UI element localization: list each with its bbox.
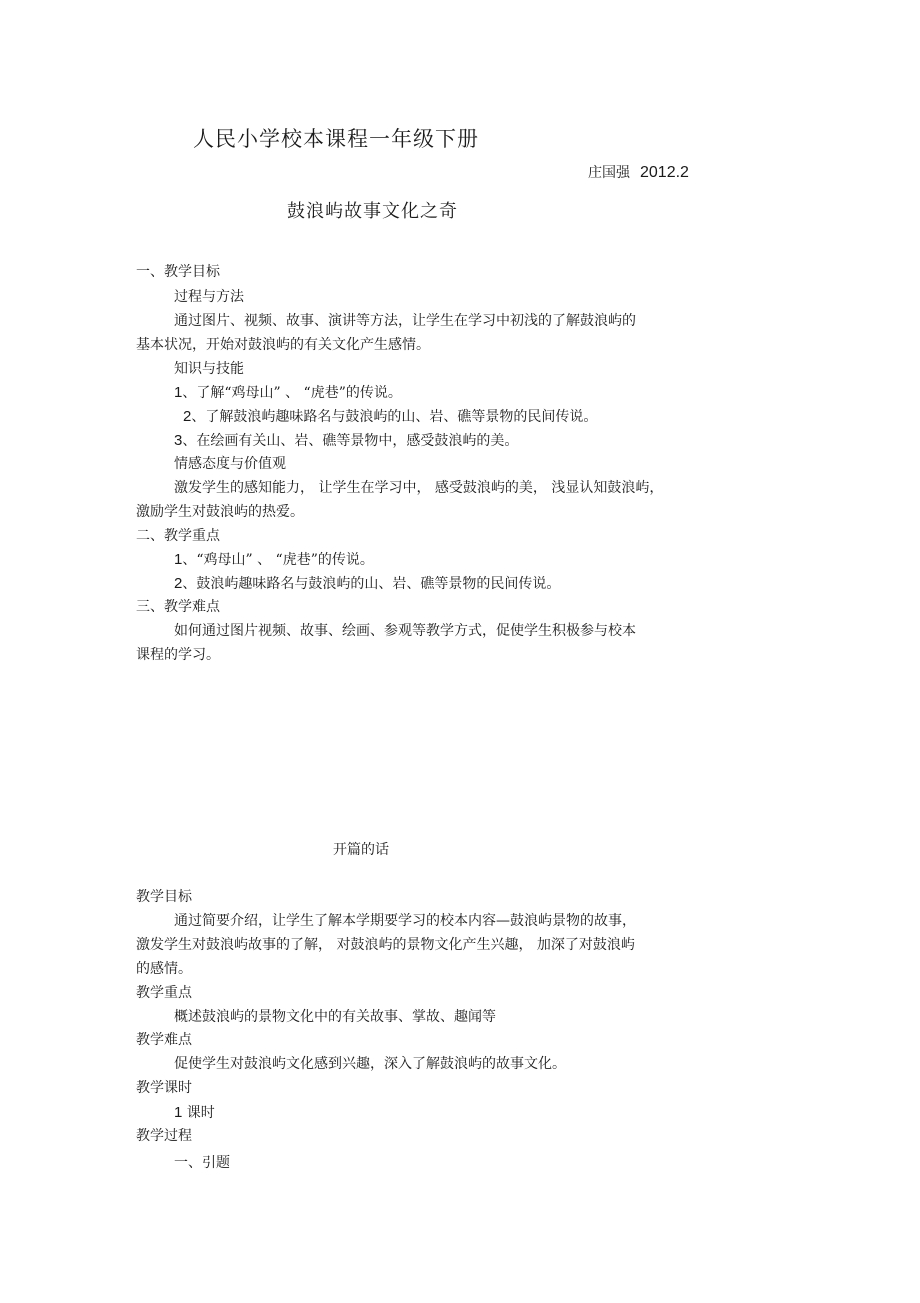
list-text: 、在绘画有关山、岩、礁等景物中，感受鼓浪屿的美。 <box>182 433 519 449</box>
list-text: 、鼓浪屿趣味路名与鼓浪屿的山、岩、礁等景物的民间传说。 <box>182 576 561 592</box>
list-item <box>174 385 402 400</box>
list-number: 3 <box>174 432 183 449</box>
document-title: 人民小学校本课程一年级下册 <box>193 127 479 151</box>
author-date: 2012.2 <box>640 164 689 181</box>
list-item <box>174 576 560 591</box>
subsection-heading: 情感态度与价值观 <box>174 456 286 472</box>
list-number: 2 <box>174 575 183 592</box>
hours-number: 1 <box>174 1104 183 1121</box>
list-number: 1 <box>174 551 183 568</box>
lesson-title: 开篇的话 <box>333 842 389 858</box>
author-name: 庄国强 <box>588 165 630 181</box>
list-item <box>183 409 597 424</box>
author-line <box>588 165 689 181</box>
paragraph-line: 激发学生的感知能力， 让学生在学习中， 感受鼓浪屿的美， 浅显认知鼓浪屿， <box>174 480 664 496</box>
list-number: 2 <box>183 408 192 425</box>
paragraph-line: 课程的学习。 <box>136 647 220 663</box>
list-number: 1 <box>174 384 183 401</box>
process-step: 一、引题 <box>174 1155 230 1171</box>
section-heading: 教学过程 <box>136 1128 192 1144</box>
subsection-heading: 知识与技能 <box>174 361 244 377</box>
list-text: 、“鸡母山” 、 “虎巷”的传说。 <box>182 552 374 568</box>
paragraph-line: 通过图片、视频、故事、演讲等方法，让学生在学习中初浅的了解鼓浪屿的 <box>174 313 636 329</box>
paragraph-line: 如何通过图片视频、故事、绘画、参观等教学方式，促使学生积极参与校本 <box>174 623 636 639</box>
class-hours <box>174 1105 215 1120</box>
paragraph-line: 的感情。 <box>136 961 192 977</box>
paragraph-line: 通过简要介绍，让学生了解本学期要学习的校本内容—鼓浪屿景物的故事， <box>174 913 636 929</box>
section-heading: 教学课时 <box>136 1080 192 1096</box>
list-item <box>174 433 518 448</box>
lesson-subtitle: 鼓浪屿故事文化之奇 <box>287 201 458 222</box>
section-heading: 教学难点 <box>136 1032 192 1048</box>
section-heading: 教学重点 <box>136 985 192 1001</box>
list-text: 、了解鼓浪屿趣味路名与鼓浪屿的山、岩、礁等景物的民间传说。 <box>191 409 598 425</box>
paragraph-line: 激发学生对鼓浪屿故事的了解， 对鼓浪屿的景物文化产生兴趣， 加深了对鼓浪屿 <box>136 937 635 953</box>
paragraph-line: 激励学生对鼓浪屿的热爱。 <box>136 504 304 520</box>
paragraph-line: 基本状况，开始对鼓浪屿的有关文化产生感情。 <box>136 337 430 353</box>
section-heading: 二、教学重点 <box>136 528 220 544</box>
paragraph-line: 促使学生对鼓浪屿文化感到兴趣，深入了解鼓浪屿的故事文化。 <box>174 1056 566 1072</box>
paragraph-line: 概述鼓浪屿的景物文化中的有关故事、掌故、趣闻等 <box>174 1009 496 1025</box>
list-text: 、了解“鸡母山” 、 “虎巷”的传说。 <box>182 385 402 401</box>
subsection-heading: 过程与方法 <box>174 289 244 305</box>
section-heading: 一、教学目标 <box>136 264 220 280</box>
section-heading: 三、教学难点 <box>136 599 220 615</box>
hours-unit: 课时 <box>182 1105 215 1121</box>
section-heading: 教学目标 <box>136 889 192 905</box>
list-item <box>174 552 374 567</box>
